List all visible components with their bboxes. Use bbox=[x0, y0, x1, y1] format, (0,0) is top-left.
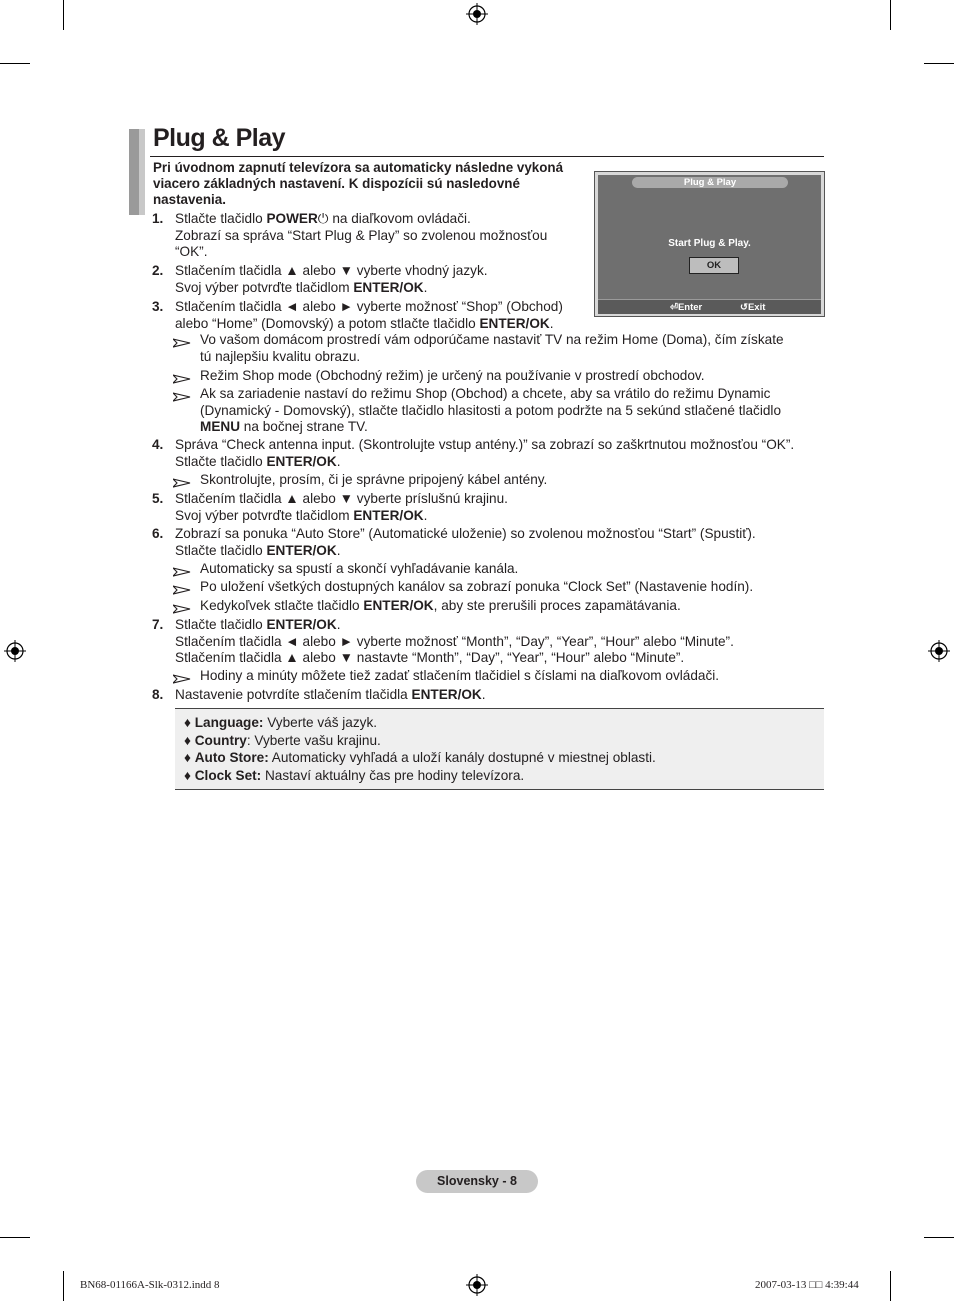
note-text: MENU na bočnej strane TV. bbox=[200, 419, 368, 435]
note-text: Ak sa zariadenie nastaví do režimu Shop (Obchod) a chcete, aby sa vrátilo do režimu Dynamic bbox=[200, 386, 771, 401]
page-title: Plug & Play bbox=[153, 124, 286, 152]
step-number: 3. bbox=[152, 299, 164, 314]
registration-mark-icon bbox=[928, 640, 950, 662]
osd-ok-button: OK bbox=[689, 257, 739, 274]
step-text: Nastavenie potvrdíte stlačením tlačidla ENTER/OK. bbox=[175, 687, 486, 702]
page-footer: Slovensky - 8 bbox=[416, 1170, 538, 1193]
osd-enter-hint: ⏎Enter bbox=[670, 302, 703, 313]
slug-right: 2007-03-13 □□ 4:39:44 bbox=[755, 1279, 859, 1291]
osd-panel bbox=[598, 175, 821, 313]
crop-mark bbox=[0, 63, 30, 64]
note-text: Kedykoľvek stlačte tlačidlo ENTER/OK, aby ste prerušili proces zapamätávania. bbox=[200, 598, 681, 613]
step-number: 7. bbox=[152, 617, 164, 632]
step-text: Stlačte tlačidlo POWER⏻ na diaľkovom ovládači. bbox=[175, 211, 471, 226]
step-text: Stlačením tlačidla ▲ alebo ▼ vyberte vhodný jazyk. bbox=[175, 263, 488, 278]
step-text: Stlačte tlačidlo ENTER/OK. bbox=[175, 617, 341, 632]
note-text: (Dynamický - Domovský), stlačte tlačidlo hlasitosti a potom podržte na 5 sekúnd stlačené tlačidlo bbox=[200, 402, 782, 418]
note-arrow-icon bbox=[173, 582, 191, 592]
summary-box bbox=[175, 708, 824, 790]
enter-icon: ⏎ bbox=[670, 302, 678, 313]
step-text: alebo “Home” (Domovský) a potom stlačte tlačidlo ENTER/OK. bbox=[175, 315, 554, 331]
step-number: 1. bbox=[152, 211, 164, 226]
summary-item: ♦ Language: Vyberte váš jazyk. bbox=[184, 715, 378, 730]
note-arrow-icon bbox=[173, 335, 191, 345]
step-text: “OK”. bbox=[175, 244, 208, 260]
registration-mark-icon bbox=[466, 1274, 488, 1296]
note-arrow-icon bbox=[173, 389, 191, 399]
note-text: Vo vašom domácom prostredí vám odporúčame nastaviť TV na režim Home (Doma), čím získate bbox=[200, 332, 784, 347]
note-arrow-icon bbox=[173, 601, 191, 611]
note-text: Hodiny a minúty môžete tiež zadať stlačením tlačidiel s číslami na diaľkovom ovládači. bbox=[200, 668, 720, 683]
registration-mark-icon bbox=[466, 3, 488, 25]
osd-exit-hint: ↺Exit bbox=[740, 302, 766, 313]
step-number: 5. bbox=[152, 491, 164, 506]
note-arrow-icon bbox=[173, 564, 191, 574]
osd-message: Start Plug & Play. bbox=[668, 238, 751, 249]
title-divider bbox=[150, 156, 824, 157]
summary-item: ♦ Country: Vyberte vašu krajinu. bbox=[184, 732, 381, 748]
step-text: Zobrazí sa správa “Start Plug & Play” so zvolenou možnosťou bbox=[175, 227, 548, 243]
step-text: Stlačením tlačidla ▲ alebo ▼ vyberte príslušnú krajinu. bbox=[175, 491, 508, 506]
crop-mark bbox=[63, 0, 64, 30]
osd-title: Plug & Play bbox=[632, 177, 788, 188]
step-text: Stlačením tlačidla ▲ alebo ▼ nastavte “Month”, “Day”, “Year”, “Hour” alebo “Minute”. bbox=[175, 650, 685, 666]
osd-footer bbox=[598, 299, 821, 314]
step-text: Stlačením tlačidla ◄ alebo ► vyberte možnosť “Shop” (Obchod) bbox=[175, 299, 563, 314]
crop-mark bbox=[0, 1237, 30, 1238]
crop-mark bbox=[63, 1271, 64, 1301]
summary-item: ♦ Auto Store: Automaticky vyhľadá a uloží kanály dostupné v miestnej oblasti. bbox=[184, 750, 656, 765]
summary-item: ♦ Clock Set: Nastaví aktuálny čas pre hodiny televízora. bbox=[184, 767, 525, 783]
return-icon: ↺ bbox=[740, 302, 748, 313]
intro-text: Pri úvodnom zapnutí televízora sa automaticky následne vykoná viacero základných nastavení. K dispozícii sú nasledovné nastavenia. bbox=[153, 160, 564, 207]
note-arrow-icon bbox=[173, 671, 191, 681]
note-text: Režim Shop mode (Obchodný režim) je určený na používanie v prostredí obchodov. bbox=[200, 368, 705, 383]
crop-mark bbox=[890, 0, 891, 30]
step-number: 2. bbox=[152, 263, 164, 278]
step-text: Správa “Check antenna input. (Skontrolujte vstup antény.)” sa zobrazí so zaškrtnutou možnosťou “OK”. bbox=[175, 437, 795, 452]
step-text: Zobrazí sa ponuka “Auto Store” (Automatické uloženie) so zvolenou možnosťou “Start” (Spustiť). bbox=[175, 526, 756, 541]
step-number: 4. bbox=[152, 437, 164, 452]
step-text: Stlačte tlačidlo ENTER/OK. bbox=[175, 453, 341, 469]
crop-mark bbox=[924, 1237, 954, 1238]
step-text: Svoj výber potvrďte tlačidlom ENTER/OK. bbox=[175, 507, 428, 523]
note-text: tú najlepšiu kvalitu obrazu. bbox=[200, 348, 361, 364]
step-text: Svoj výber potvrďte tlačidlom ENTER/OK. bbox=[175, 279, 428, 295]
note-arrow-icon bbox=[173, 475, 191, 485]
step-text: Stlačením tlačidla ◄ alebo ► vyberte možnosť “Month”, “Day”, “Year”, “Hour” alebo “Minute”. bbox=[175, 633, 734, 649]
slug-left: BN68-01166A-Slk-0312.indd 8 bbox=[80, 1279, 220, 1291]
step-text: Stlačte tlačidlo ENTER/OK. bbox=[175, 542, 341, 558]
note-arrow-icon bbox=[173, 371, 191, 381]
note-text: Skontrolujte, prosím, či je správne pripojený kábel antény. bbox=[200, 472, 548, 487]
note-text: Automaticky sa spustí a skončí vyhľadávanie kanála. bbox=[200, 561, 519, 576]
tv-osd-screen bbox=[594, 171, 825, 317]
registration-mark-icon bbox=[4, 640, 26, 662]
step-number: 8. bbox=[152, 687, 164, 702]
note-text: Po uložení všetkých dostupných kanálov sa zobrazí ponuka “Clock Set” (Nastavenie hodín). bbox=[200, 579, 754, 594]
title-accent-bar bbox=[139, 129, 145, 215]
step-number: 6. bbox=[152, 526, 164, 541]
crop-mark bbox=[890, 1271, 891, 1301]
crop-mark bbox=[924, 63, 954, 64]
